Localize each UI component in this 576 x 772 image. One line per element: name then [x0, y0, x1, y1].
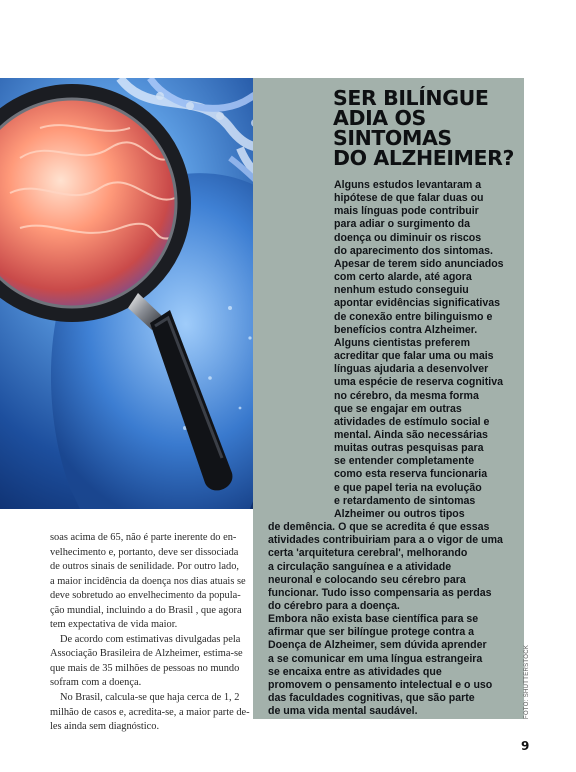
- sidebar-line: se entender completamente: [334, 455, 475, 468]
- sidebar-line: benefícios contra Alzheimer.: [334, 323, 478, 336]
- headline-line: SER BILÍNGUE: [333, 86, 489, 110]
- sidebar-line: neuronal e colocando seu cérebro para: [268, 573, 466, 586]
- sidebar-line: se encaixa entre as atividades que: [268, 665, 442, 678]
- sidebar-line: do cérebro para a doença.: [268, 600, 400, 612]
- body-line: deve sobretudo ao envelhecimento da popula-: [50, 590, 241, 602]
- sidebar-line: Embora não exista base científica para se: [268, 613, 479, 626]
- sidebar-line: línguas ajudaria a desenvolver: [334, 363, 489, 376]
- body-line: milhão de casos e, acredita-se, a maior parte de-: [50, 706, 250, 718]
- sidebar-line: e retardamento de sintomas: [334, 494, 476, 507]
- sidebar-line: acreditar que falar uma ou mais: [334, 350, 494, 363]
- body-line: a maior incidência da doença nos dias atuais se: [50, 575, 246, 587]
- body-line: de outros sinais de senilidade. Por outro lado,: [50, 561, 240, 573]
- headline-line: DO ALZHEIMER?: [333, 146, 515, 170]
- sidebar-line: e que papel teria na evolução: [334, 481, 482, 494]
- sidebar-line: hipótese de que falar duas ou: [334, 192, 484, 205]
- sidebar-line: funcionar. Tudo isso compensaria as perdas: [268, 586, 492, 599]
- body-line: que mais de 35 milhões de pessoas no mundo: [50, 662, 240, 674]
- sidebar-line: com certo alarde, até agora: [334, 271, 472, 284]
- sidebar-line: Alguns estudos levantaram a: [334, 179, 482, 191]
- sidebar-line: que se engajar em outras: [334, 402, 462, 415]
- sidebar-line: nenhum estudo conseguiu: [334, 284, 469, 297]
- headline-line: SINTOMAS: [333, 126, 452, 150]
- body-line: les ainda sem diagnóstico.: [50, 721, 160, 733]
- sidebar-line: do aparecimento dos sintomas.: [334, 244, 493, 257]
- body-line: Associação Brasileira de Alzheimer, estima-se: [50, 648, 243, 660]
- body-line: ção mundial, incluindo a do Brasil , que agora: [50, 604, 242, 616]
- sidebar-line: de uma vida mental saudável.: [268, 705, 418, 718]
- sidebar-line: Alguns cientistas preferem: [334, 336, 470, 349]
- sidebar-line: atividades de estímulo social e: [334, 415, 490, 428]
- sidebar-body: [268, 179, 520, 718]
- sidebar-line: como esta reserva funcionaria: [334, 468, 488, 481]
- sidebar-line: para adiar o surgimento da: [334, 218, 470, 231]
- sidebar-line: Apesar de terem sido anunciados: [334, 257, 504, 270]
- sidebar-line: Alzheimer ou outros tipos: [334, 507, 465, 520]
- headline-line: ADIA OS: [333, 106, 426, 130]
- body-line: sofram com a doença.: [50, 677, 142, 689]
- photo-credit: FOTO: SHUTTERSTOCK: [524, 644, 530, 719]
- body-line: soas acima de 65, não é parte inerente do en-: [50, 532, 237, 543]
- sidebar-line: apontar evidências significativas: [334, 297, 501, 310]
- page-number: 9: [521, 739, 530, 753]
- sidebar-line: Doença de Alzheimer, sem dúvida aprender: [268, 639, 487, 652]
- sidebar-line: promovem o pensamento intelectual e o uso: [268, 678, 493, 691]
- sidebar-line: a circulação sanguínea e a atividade: [268, 560, 452, 573]
- sidebar-line: de conexão entre bilinguismo e: [334, 310, 493, 323]
- sidebar-line: muitas outras pesquisas para: [334, 442, 484, 455]
- sidebar-line: certa 'arquitetura cerebral', melhorando: [268, 547, 468, 560]
- main-column-text: [50, 531, 250, 735]
- sidebar-line: mental. Ainda são necessárias: [334, 428, 488, 441]
- sidebar-line: afirmar que ser bilíngue protege contra a: [268, 626, 475, 639]
- sidebar-line: uma espécie de reserva cognitiva: [334, 376, 503, 389]
- sidebar-line: no cérebro, da mesma forma: [334, 389, 479, 402]
- sidebar-line: mais línguas pode contribuir: [334, 205, 479, 218]
- body-line: De acordo com estimativas divulgadas pela: [60, 633, 241, 645]
- body-line: tem expectativa de vida maior.: [50, 619, 178, 631]
- sidebar-headline: [333, 88, 518, 168]
- sidebar-line: de demência. O que se acredita é que essas: [268, 521, 490, 534]
- sidebar-line: atividades contribuiriam para a o vigor de uma: [268, 534, 503, 547]
- sidebar-line: das faculdades cognitivas, que são parte: [268, 692, 475, 705]
- sidebar-line: a se comunicar em uma língua estrangeira: [268, 652, 483, 665]
- sidebar-line: doença ou diminuir os riscos: [334, 231, 482, 244]
- body-line: velhecimento e, portanto, deve ser dissociada: [50, 546, 239, 558]
- body-line: No Brasil, calcula-se que haja cerca de 1, 2: [60, 692, 240, 704]
